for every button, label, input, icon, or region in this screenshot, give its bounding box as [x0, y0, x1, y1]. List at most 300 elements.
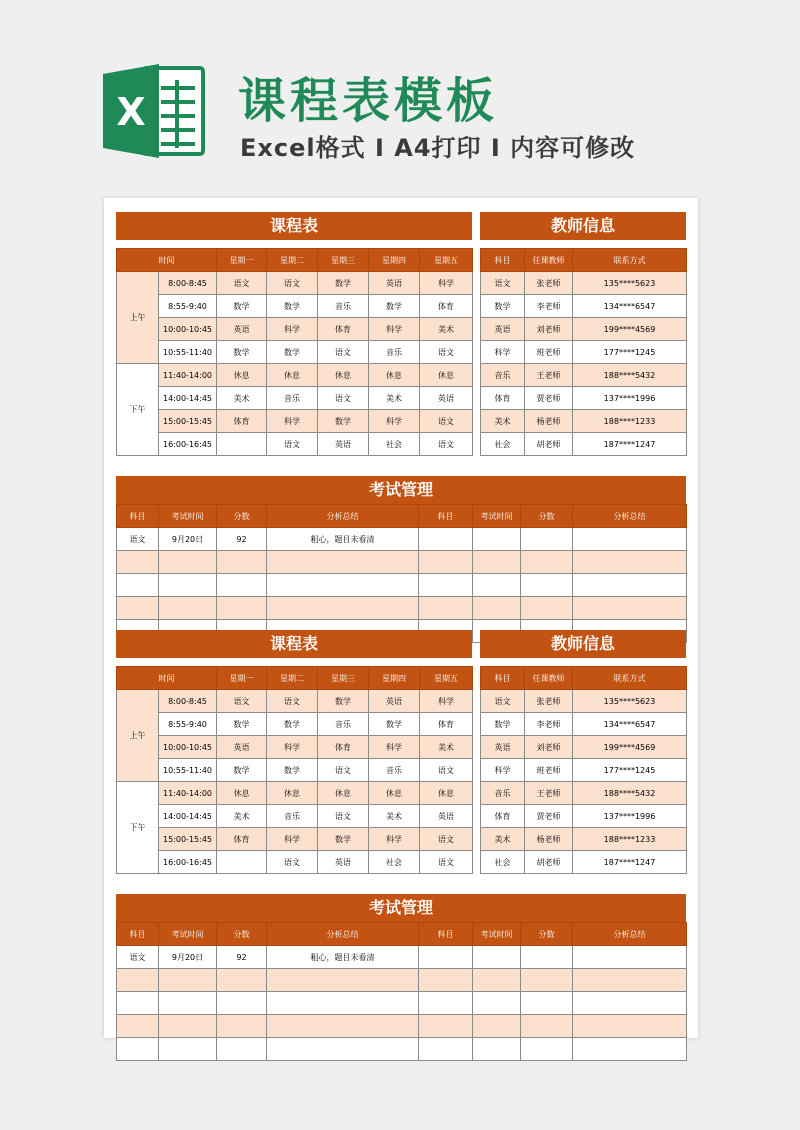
schedule-table: [116, 666, 473, 874]
course-cell[interactable]: 美术: [369, 805, 420, 828]
course-cell[interactable]: 语文: [420, 341, 473, 364]
exam-cell[interactable]: [419, 969, 473, 992]
course-cell[interactable]: 英语: [420, 805, 473, 828]
exam-cell[interactable]: 粗心，题目未看清: [267, 946, 419, 969]
course-cell[interactable]: 音乐: [318, 295, 369, 318]
schedule-header-cell: 星期五: [420, 249, 473, 272]
teacher-cell[interactable]: 刘老师: [525, 736, 573, 759]
exam-cell[interactable]: [217, 551, 267, 574]
exam-row: [117, 1038, 687, 1061]
teacher-row: [481, 782, 687, 805]
exam-cell[interactable]: [159, 969, 217, 992]
teacher-cell[interactable]: 社会: [481, 851, 525, 874]
teacher-cell[interactable]: 刘老师: [525, 318, 573, 341]
course-cell[interactable]: 美术: [420, 318, 473, 341]
exam-cell[interactable]: [217, 1015, 267, 1038]
exam-table: [116, 922, 687, 1061]
exam-cell[interactable]: [573, 528, 687, 551]
schedule-header-cell: 星期一: [217, 249, 267, 272]
teacher-row: [481, 387, 687, 410]
course-cell[interactable]: 体育: [217, 828, 267, 851]
teacher-cell[interactable]: 贾老师: [525, 805, 573, 828]
course-cell[interactable]: 数学: [217, 341, 267, 364]
course-cell[interactable]: 数学: [318, 828, 369, 851]
schedule-row: [117, 828, 473, 851]
teacher-cell[interactable]: 英语: [481, 318, 525, 341]
exam-cell[interactable]: [521, 1015, 573, 1038]
teacher-cell[interactable]: 134****6547: [573, 295, 687, 318]
teacher-cell[interactable]: 音乐: [481, 782, 525, 805]
schedule-row: [117, 295, 473, 318]
teacher-cell[interactable]: 199****4569: [573, 318, 687, 341]
time-cell[interactable]: 10:55-11:40: [159, 759, 217, 782]
exam-cell[interactable]: 粗心，题目未看清: [267, 528, 419, 551]
teacher-cell[interactable]: 188****5432: [573, 782, 687, 805]
exam-cell[interactable]: [473, 551, 521, 574]
exam-cell[interactable]: [573, 946, 687, 969]
teacher-cell[interactable]: 王老师: [525, 364, 573, 387]
teacher-cell[interactable]: 科学: [481, 341, 525, 364]
course-cell[interactable]: 数学: [318, 410, 369, 433]
exam-cell[interactable]: [267, 992, 419, 1015]
exam-cell[interactable]: [267, 597, 419, 620]
teacher-row: [481, 759, 687, 782]
time-cell[interactable]: 10:55-11:40: [159, 341, 217, 364]
teacher-cell[interactable]: 李老师: [525, 713, 573, 736]
schedule-row: [117, 341, 473, 364]
course-cell[interactable]: 休息: [318, 364, 369, 387]
exam-cell[interactable]: [117, 597, 159, 620]
schedule-row: [117, 736, 473, 759]
time-cell[interactable]: 16:00-16:45: [159, 851, 217, 874]
teacher-cell[interactable]: 数学: [481, 713, 525, 736]
exam-cell[interactable]: [473, 574, 521, 597]
time-cell[interactable]: 10:00-10:45: [159, 736, 217, 759]
course-cell[interactable]: 科学: [267, 736, 318, 759]
teacher-row: [481, 851, 687, 874]
exam-cell[interactable]: [419, 946, 473, 969]
course-cell[interactable]: 数学: [369, 295, 420, 318]
exam-cell[interactable]: [159, 551, 217, 574]
time-cell[interactable]: 11:40-14:00: [159, 782, 217, 805]
exam-header-cell: 科目: [117, 505, 159, 528]
teacher-cell[interactable]: 187****1247: [573, 851, 687, 874]
course-cell[interactable]: 语文: [420, 410, 473, 433]
course-cell[interactable]: 英语: [420, 387, 473, 410]
exam-cell[interactable]: [267, 1038, 419, 1061]
exam-cell[interactable]: [573, 551, 687, 574]
exam-title-bar: 考试管理: [116, 894, 686, 922]
course-cell[interactable]: 美术: [369, 387, 420, 410]
course-cell[interactable]: 数学: [318, 272, 369, 295]
course-cell[interactable]: 语文: [217, 690, 267, 713]
course-cell[interactable]: 休息: [420, 782, 473, 805]
time-cell[interactable]: 14:00-14:45: [159, 387, 217, 410]
teacher-title-bar: 教师信息: [480, 212, 686, 240]
time-cell[interactable]: 8:55-9:40: [159, 713, 217, 736]
schedule-header-cell: 星期三: [318, 667, 369, 690]
course-cell[interactable]: 科学: [267, 828, 318, 851]
course-cell[interactable]: 英语: [369, 690, 420, 713]
schedule-table: [116, 248, 473, 456]
course-cell[interactable]: 语文: [267, 690, 318, 713]
exam-cell[interactable]: 语文: [117, 528, 159, 551]
schedule-title-bar: 课程表: [116, 212, 472, 240]
teacher-table: [480, 666, 687, 874]
teacher-cell[interactable]: 语文: [481, 272, 525, 295]
teacher-cell[interactable]: 188****5432: [573, 364, 687, 387]
schedule-header-cell: 星期四: [369, 249, 420, 272]
course-cell[interactable]: 数学: [217, 759, 267, 782]
exam-cell[interactable]: [217, 574, 267, 597]
exam-header-cell: 分析总结: [573, 923, 687, 946]
exam-header-cell: 考试时间: [473, 923, 521, 946]
teacher-cell[interactable]: 语文: [481, 690, 525, 713]
schedule-header-cell: 星期四: [369, 667, 420, 690]
teacher-cell[interactable]: 杨老师: [525, 410, 573, 433]
schedule-header-cell: 时间: [117, 667, 217, 690]
exam-header-cell: 分数: [217, 923, 267, 946]
schedule-row: [117, 713, 473, 736]
course-cell[interactable]: 休息: [217, 364, 267, 387]
exam-cell[interactable]: [159, 1015, 217, 1038]
time-cell[interactable]: 8:00-8:45: [159, 272, 217, 295]
teacher-cell[interactable]: 177****1245: [573, 759, 687, 782]
schedule-row: [117, 690, 473, 713]
schedule-header-cell: 星期二: [267, 249, 318, 272]
sheet-paper: [104, 198, 698, 1038]
exam-row: [117, 969, 687, 992]
logo-letter: X: [116, 90, 146, 134]
course-cell[interactable]: [217, 851, 267, 874]
course-cell[interactable]: 科学: [267, 410, 318, 433]
course-cell[interactable]: 科学: [369, 318, 420, 341]
time-cell[interactable]: 15:00-15:45: [159, 410, 217, 433]
course-cell[interactable]: 数学: [267, 759, 318, 782]
exam-cell[interactable]: [473, 946, 521, 969]
exam-row: [117, 574, 687, 597]
course-cell[interactable]: 数学: [267, 713, 318, 736]
exam-row: [117, 992, 687, 1015]
teacher-header-cell: 科目: [481, 249, 525, 272]
course-cell[interactable]: 休息: [369, 364, 420, 387]
course-cell[interactable]: 休息: [318, 782, 369, 805]
exam-cell[interactable]: [521, 528, 573, 551]
teacher-cell[interactable]: 社会: [481, 433, 525, 456]
exam-cell[interactable]: [573, 1038, 687, 1061]
teacher-cell[interactable]: 张老师: [525, 272, 573, 295]
teacher-cell[interactable]: 科学: [481, 759, 525, 782]
teacher-cell[interactable]: 贾老师: [525, 387, 573, 410]
course-cell[interactable]: 英语: [217, 736, 267, 759]
course-cell[interactable]: 社会: [369, 851, 420, 874]
exam-cell[interactable]: [473, 1038, 521, 1061]
course-cell[interactable]: 语文: [267, 851, 318, 874]
teacher-cell[interactable]: 美术: [481, 410, 525, 433]
exam-cell[interactable]: [267, 1015, 419, 1038]
exam-cell[interactable]: [473, 1015, 521, 1038]
course-cell[interactable]: 英语: [369, 272, 420, 295]
course-cell[interactable]: 音乐: [318, 713, 369, 736]
exam-header-cell: 分析总结: [267, 923, 419, 946]
exam-header-row: [117, 505, 687, 528]
exam-cell[interactable]: [217, 597, 267, 620]
exam-table: [116, 504, 687, 643]
teacher-header-cell: 任课教师: [525, 667, 573, 690]
exam-cell[interactable]: [521, 969, 573, 992]
course-cell[interactable]: 数学: [217, 713, 267, 736]
schedule-row: [117, 364, 473, 387]
exam-cell[interactable]: [419, 597, 473, 620]
course-cell[interactable]: 语文: [318, 759, 369, 782]
teacher-row: [481, 410, 687, 433]
exam-cell[interactable]: [573, 574, 687, 597]
exam-cell[interactable]: [267, 551, 419, 574]
teacher-header-cell: 任课教师: [525, 249, 573, 272]
exam-cell[interactable]: [473, 528, 521, 551]
schedule-header-cell: 星期一: [217, 667, 267, 690]
schedule-row: [117, 782, 473, 805]
course-cell[interactable]: 数学: [369, 713, 420, 736]
exam-cell[interactable]: [419, 992, 473, 1015]
exam-cell[interactable]: [217, 992, 267, 1015]
time-cell[interactable]: 14:00-14:45: [159, 805, 217, 828]
time-cell[interactable]: 16:00-16:45: [159, 433, 217, 456]
exam-cell[interactable]: [267, 574, 419, 597]
exam-cell[interactable]: 9月20日: [159, 528, 217, 551]
exam-cell[interactable]: [159, 597, 217, 620]
excel-logo-icon: [103, 62, 207, 160]
exam-row: [117, 946, 687, 969]
time-cell[interactable]: 8:00-8:45: [159, 690, 217, 713]
course-cell[interactable]: 美术: [217, 387, 267, 410]
course-cell[interactable]: 科学: [369, 828, 420, 851]
exam-cell[interactable]: [521, 946, 573, 969]
exam-cell[interactable]: [473, 969, 521, 992]
course-cell[interactable]: 语文: [420, 828, 473, 851]
schedule-header-cell: 时间: [117, 249, 217, 272]
course-cell[interactable]: 科学: [267, 318, 318, 341]
exam-cell[interactable]: [117, 1015, 159, 1038]
teacher-cell[interactable]: 美术: [481, 828, 525, 851]
course-cell[interactable]: 英语: [318, 851, 369, 874]
teacher-header-cell: 联系方式: [573, 249, 687, 272]
exam-header-cell: 科目: [419, 923, 473, 946]
exam-cell[interactable]: [521, 1038, 573, 1061]
teacher-cell[interactable]: 134****6547: [573, 713, 687, 736]
exam-row: [117, 551, 687, 574]
schedule-header-cell: 星期二: [267, 667, 318, 690]
exam-cell[interactable]: 92: [217, 528, 267, 551]
schedule-row: [117, 805, 473, 828]
exam-cell[interactable]: [521, 551, 573, 574]
schedule-row: [117, 759, 473, 782]
teacher-cell[interactable]: 班老师: [525, 759, 573, 782]
page-title: 课程表模板: [238, 73, 499, 129]
exam-cell[interactable]: [159, 574, 217, 597]
exam-row: [117, 528, 687, 551]
schedule-row: [117, 851, 473, 874]
course-cell[interactable]: 体育: [217, 410, 267, 433]
exam-cell[interactable]: [521, 574, 573, 597]
course-cell[interactable]: 音乐: [369, 341, 420, 364]
schedule-header-cell: 星期三: [318, 249, 369, 272]
exam-cell[interactable]: [521, 597, 573, 620]
exam-title-bar: 考试管理: [116, 476, 686, 504]
course-cell[interactable]: 语文: [267, 433, 318, 456]
teacher-cell[interactable]: 体育: [481, 387, 525, 410]
course-cell[interactable]: [217, 433, 267, 456]
course-cell[interactable]: 休息: [420, 364, 473, 387]
exam-cell[interactable]: [419, 574, 473, 597]
teacher-cell[interactable]: 177****1245: [573, 341, 687, 364]
course-cell[interactable]: 休息: [217, 782, 267, 805]
teacher-cell[interactable]: 杨老师: [525, 828, 573, 851]
exam-cell[interactable]: [217, 1038, 267, 1061]
teacher-cell[interactable]: 187****1247: [573, 433, 687, 456]
course-cell[interactable]: 体育: [420, 295, 473, 318]
schedule-row: [117, 272, 473, 295]
course-cell[interactable]: 体育: [318, 318, 369, 341]
schedule-header-cell: 星期五: [420, 667, 473, 690]
course-cell[interactable]: 语文: [217, 272, 267, 295]
course-cell[interactable]: 英语: [217, 318, 267, 341]
exam-cell[interactable]: [573, 597, 687, 620]
course-cell[interactable]: 体育: [420, 713, 473, 736]
schedule-title-bar: 课程表: [116, 630, 472, 658]
teacher-cell[interactable]: 体育: [481, 805, 525, 828]
exam-cell[interactable]: [573, 1015, 687, 1038]
period-cell: 上午: [117, 690, 159, 782]
exam-header-cell: 分析总结: [267, 505, 419, 528]
course-cell[interactable]: 音乐: [267, 805, 318, 828]
teacher-cell[interactable]: 188****1233: [573, 410, 687, 433]
teacher-cell[interactable]: 王老师: [525, 782, 573, 805]
exam-cell[interactable]: [267, 969, 419, 992]
teacher-header-cell: 科目: [481, 667, 525, 690]
exam-header-cell: 分数: [521, 923, 573, 946]
teacher-cell[interactable]: 数学: [481, 295, 525, 318]
course-cell[interactable]: 美术: [217, 805, 267, 828]
exam-cell[interactable]: 语文: [117, 946, 159, 969]
time-cell[interactable]: 11:40-14:00: [159, 364, 217, 387]
course-cell[interactable]: 科学: [420, 690, 473, 713]
teacher-row: [481, 272, 687, 295]
schedule-header-row: [117, 249, 473, 272]
course-cell[interactable]: 体育: [318, 736, 369, 759]
exam-cell[interactable]: [419, 1015, 473, 1038]
course-cell[interactable]: 语文: [420, 433, 473, 456]
exam-cell[interactable]: [419, 551, 473, 574]
exam-cell[interactable]: [117, 574, 159, 597]
course-cell[interactable]: 科学: [420, 272, 473, 295]
exam-cell[interactable]: [473, 597, 521, 620]
period-cell: 下午: [117, 364, 159, 456]
teacher-cell[interactable]: 张老师: [525, 690, 573, 713]
teacher-cell[interactable]: 137****1996: [573, 387, 687, 410]
exam-cell[interactable]: [473, 992, 521, 1015]
teacher-cell[interactable]: 音乐: [481, 364, 525, 387]
exam-cell[interactable]: 9月20日: [159, 946, 217, 969]
schedule-row: [117, 387, 473, 410]
period-cell: 下午: [117, 782, 159, 874]
teacher-cell[interactable]: 199****4569: [573, 736, 687, 759]
exam-cell[interactable]: [419, 1038, 473, 1061]
exam-cell[interactable]: [573, 992, 687, 1015]
course-cell[interactable]: 语文: [318, 805, 369, 828]
teacher-cell[interactable]: 班老师: [525, 341, 573, 364]
teacher-row: [481, 828, 687, 851]
exam-header-cell: 考试时间: [159, 923, 217, 946]
teacher-cell[interactable]: 李老师: [525, 295, 573, 318]
course-cell[interactable]: 数学: [318, 690, 369, 713]
teacher-cell[interactable]: 188****1233: [573, 828, 687, 851]
course-cell[interactable]: 语文: [267, 272, 318, 295]
schedule-row: [117, 318, 473, 341]
course-cell[interactable]: 音乐: [267, 387, 318, 410]
course-cell[interactable]: 美术: [420, 736, 473, 759]
exam-header-cell: 科目: [419, 505, 473, 528]
exam-header-row: [117, 923, 687, 946]
exam-cell[interactable]: 92: [217, 946, 267, 969]
teacher-header-row: [481, 249, 687, 272]
exam-cell[interactable]: [117, 992, 159, 1015]
course-cell[interactable]: 休息: [267, 782, 318, 805]
exam-cell[interactable]: [573, 969, 687, 992]
course-cell[interactable]: 数学: [217, 295, 267, 318]
exam-cell[interactable]: [159, 1038, 217, 1061]
exam-cell[interactable]: [521, 992, 573, 1015]
teacher-row: [481, 713, 687, 736]
course-cell[interactable]: 科学: [369, 736, 420, 759]
teacher-row: [481, 295, 687, 318]
course-cell[interactable]: 语文: [420, 759, 473, 782]
exam-header-cell: 考试时间: [473, 505, 521, 528]
course-cell[interactable]: 语文: [420, 851, 473, 874]
course-cell[interactable]: 数学: [267, 295, 318, 318]
exam-cell[interactable]: [117, 551, 159, 574]
exam-cell[interactable]: [117, 1038, 159, 1061]
time-cell[interactable]: 10:00-10:45: [159, 318, 217, 341]
teacher-table: [480, 248, 687, 456]
page-subtitle: Excel格式 I A4打印 I 内容可修改: [240, 134, 636, 162]
course-cell[interactable]: 休息: [369, 782, 420, 805]
course-cell[interactable]: 社会: [369, 433, 420, 456]
course-cell[interactable]: 科学: [369, 410, 420, 433]
time-cell[interactable]: 8:55-9:40: [159, 295, 217, 318]
course-cell[interactable]: 音乐: [369, 759, 420, 782]
teacher-cell[interactable]: 135****5623: [573, 690, 687, 713]
teacher-row: [481, 736, 687, 759]
teacher-cell[interactable]: 英语: [481, 736, 525, 759]
time-cell[interactable]: 15:00-15:45: [159, 828, 217, 851]
teacher-cell[interactable]: 胡老师: [525, 433, 573, 456]
teacher-cell[interactable]: 135****5623: [573, 272, 687, 295]
teacher-row: [481, 318, 687, 341]
teacher-cell[interactable]: 137****1996: [573, 805, 687, 828]
course-cell[interactable]: 语文: [318, 341, 369, 364]
course-cell[interactable]: 数学: [267, 341, 318, 364]
exam-cell[interactable]: [419, 528, 473, 551]
course-cell[interactable]: 语文: [318, 387, 369, 410]
exam-cell[interactable]: [159, 992, 217, 1015]
exam-cell[interactable]: [117, 969, 159, 992]
teacher-cell[interactable]: 胡老师: [525, 851, 573, 874]
teacher-row: [481, 341, 687, 364]
course-cell[interactable]: 英语: [318, 433, 369, 456]
course-cell[interactable]: 休息: [267, 364, 318, 387]
exam-cell[interactable]: [217, 969, 267, 992]
